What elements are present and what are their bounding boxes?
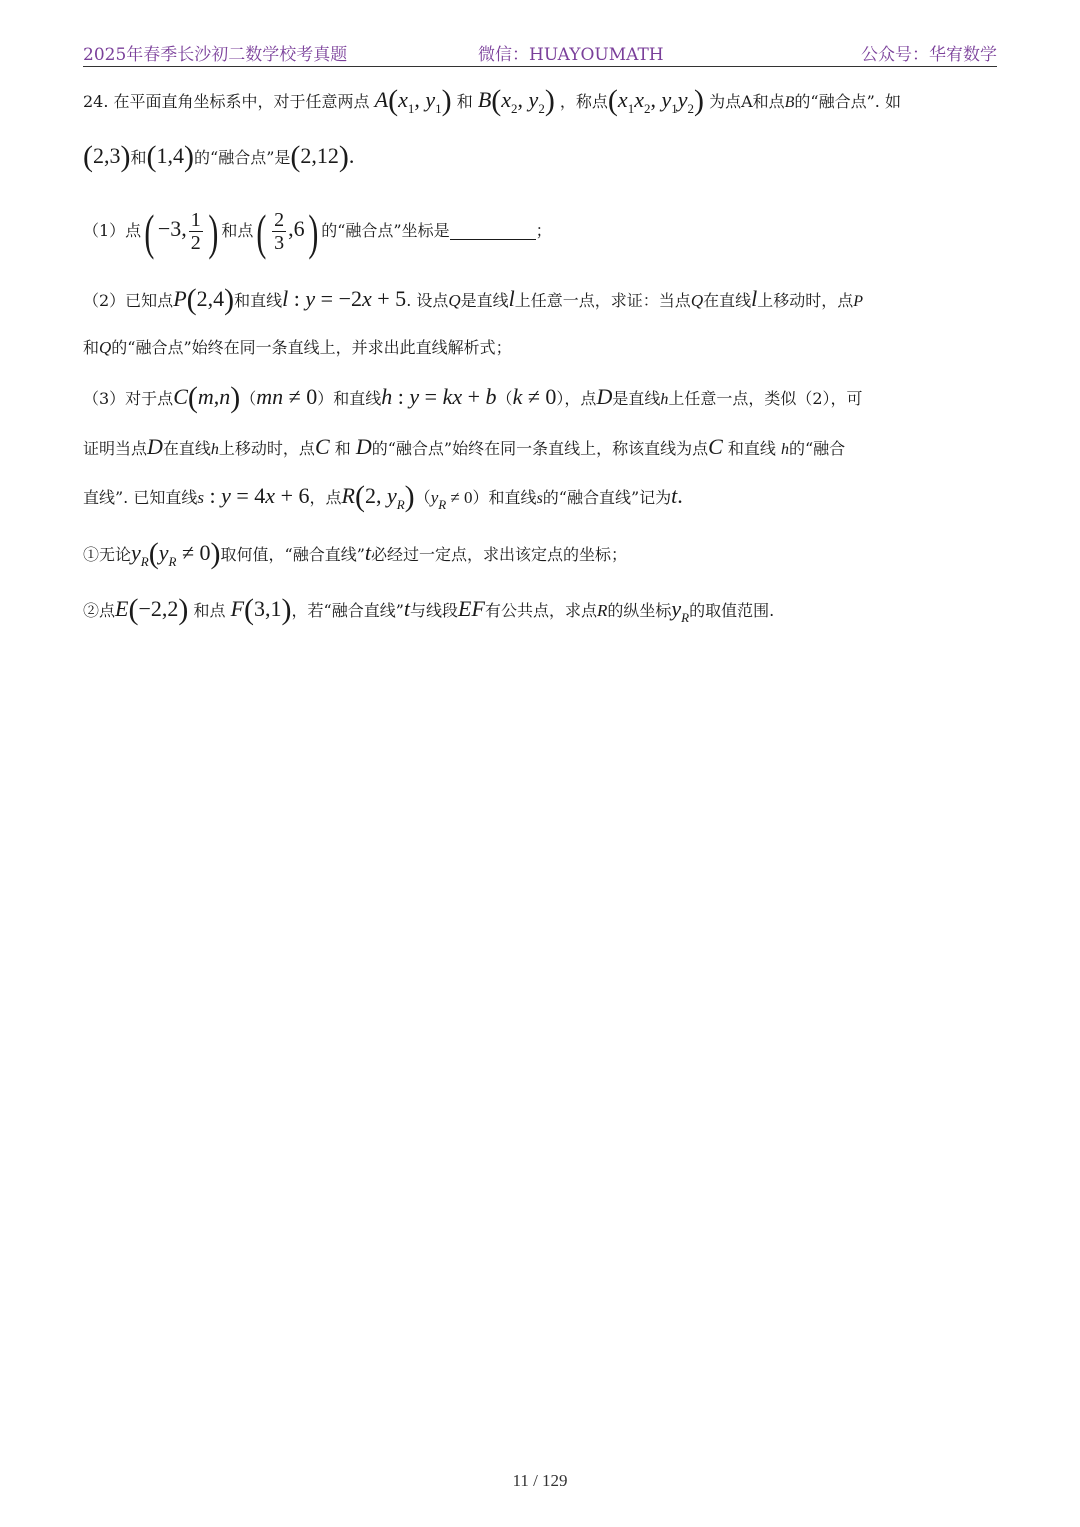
q24-sub-1: ①无论$y_R(y_R \ne 0)$取何值，“融合直线”t必经过一定点，求出该定点的坐标； — [83, 537, 628, 570]
part1-question: 的“融合点”坐标是 — [321, 221, 450, 240]
q24-and-1: 和 — [456, 92, 473, 111]
part3-label: （3）对于点 — [83, 389, 174, 408]
sub2-range: 的取值范围. — [689, 601, 775, 620]
answer-blank[interactable] — [450, 221, 536, 240]
header-title: 2025年春季长沙初二数学校考真题 — [83, 45, 348, 65]
part2-conclusion: 的“融合点”始终在同一条直线上，并求出此直线解析式； — [111, 338, 512, 357]
part3-and-line: 和直线 — [333, 389, 382, 408]
part3-and-line-s: 和直线 — [488, 488, 537, 507]
part3-point-r: ，点 — [309, 488, 342, 507]
q24-line-2: (2,3)和(1,4)的“融合点”是(2,12). — [83, 140, 355, 173]
part2-prove: 上任意一点，求证：当点 — [514, 291, 691, 310]
part2-label: （2）已知点 — [83, 291, 174, 310]
sub1-value: 取何值，“融合直线” — [220, 545, 365, 564]
part1-label: （1）点 — [83, 221, 142, 240]
part2-moving: 上移动时，点 — [757, 291, 854, 310]
sub2-segment: 与线段 — [410, 601, 459, 620]
part1-and: 和点 — [221, 221, 254, 240]
page-number: 11 / 129 — [512, 1471, 568, 1490]
part3-call: 的“融合点”始终在同一条直线上，称该直线为点 — [371, 439, 709, 458]
q24-fusion-point-def: 的“融合点”. 如 — [794, 92, 901, 111]
q24-intro: 24. 在平面直角坐标系中，对于任意两点 — [83, 92, 370, 111]
part3-on-line: 在直线 — [162, 439, 211, 458]
part2-on-line: 是直线 — [460, 291, 509, 310]
header-wechat: 微信：HUAYOUMATH — [478, 45, 664, 65]
part2-and-line: 和直线 — [234, 291, 283, 310]
q24-part-2-line-2: 和Q的“融合点”始终在同一条直线上，并求出此直线解析式； — [83, 338, 512, 357]
q24-called: ，称点 — [559, 92, 608, 111]
q24-example-is: 的“融合点”是 — [194, 148, 291, 167]
part3-point: ，点 — [564, 389, 597, 408]
q24-part-2-line-1: （2）已知点P(2,4)和直线l : y = −2x + 5. 设点Q是直线l上任意一点，求证：当点Q在直线l上移动时，点P — [83, 283, 864, 316]
q24-line-1: 24. 在平面直角坐标系中，对于任意两点 $A(x_1$, $y_1$) 和 $B(x_2$, $y_2$) ，称点($x_1x_2$, $y_1y_2$) 为点A和点B的“融合点”. 如 — [83, 84, 901, 117]
q24-example-and: 和 — [130, 148, 147, 167]
page-header — [83, 36, 997, 67]
q24-for-points: 为点A和点 — [709, 92, 785, 111]
sub2-if: ，若“融合直线” — [291, 601, 404, 620]
part3-fusion: 的“融合 — [788, 439, 846, 458]
part3-denoted: 的“融合直线”记为 — [542, 488, 672, 507]
q24-part-1: （1）点( −3, $\frac{1}{2}$ ) 和点( $\frac{2}{3}$ ,6) 的“融合点”坐标是 ； — [83, 203, 552, 260]
sub2-point: ②点 — [83, 601, 116, 620]
part2-on-line-2: 在直线 — [703, 291, 752, 310]
part2-let: . 设点 — [406, 291, 449, 310]
part3-is-on: 是直线 — [612, 389, 661, 408]
q24-part-3-line-3: 直线”. 已知直线s : y = 4x + 6，点R(2, $y_R)(y_R \ne 0)$和直线s的“融合直线”记为t. — [83, 480, 683, 513]
part3-moving: 上移动时，点 — [218, 439, 315, 458]
q24-part-3-line-2: 证明当点D在直线h上移动时，点C 和 D的“融合点”始终在同一条直线上，称该直线为点C 和直线 h的“融合 — [83, 434, 846, 459]
q24-sub-2: ②点E(−2,2) 和点 F(3,1)，若“融合直线”t与线段EF有公共点，求点R的纵坐标$y_R$的取值范围. — [83, 593, 775, 626]
sub1-fixed-point: 必经过一定点，求出该定点的坐标； — [371, 545, 628, 564]
part3-similar: 上任意一点，类似（2），可 — [668, 389, 863, 408]
part3-prove-when: 证明当点 — [83, 439, 148, 458]
part3-given-line: 直线”. 已知直线 — [83, 488, 198, 507]
sub2-common: 有公共点，求点 — [484, 601, 597, 620]
q24-part-3-line-1: （3）对于点C(m,n)（mn ≠ 0）和直线h : y = kx + b（k ≠ 0），点D是直线h上任意一点，类似（2），可 — [83, 381, 863, 414]
sub2-ordinate: 的纵坐标 — [607, 601, 672, 620]
sub1-regardless: ①无论 — [83, 545, 132, 564]
header-account: 公众号：华宥数学 — [861, 45, 997, 65]
